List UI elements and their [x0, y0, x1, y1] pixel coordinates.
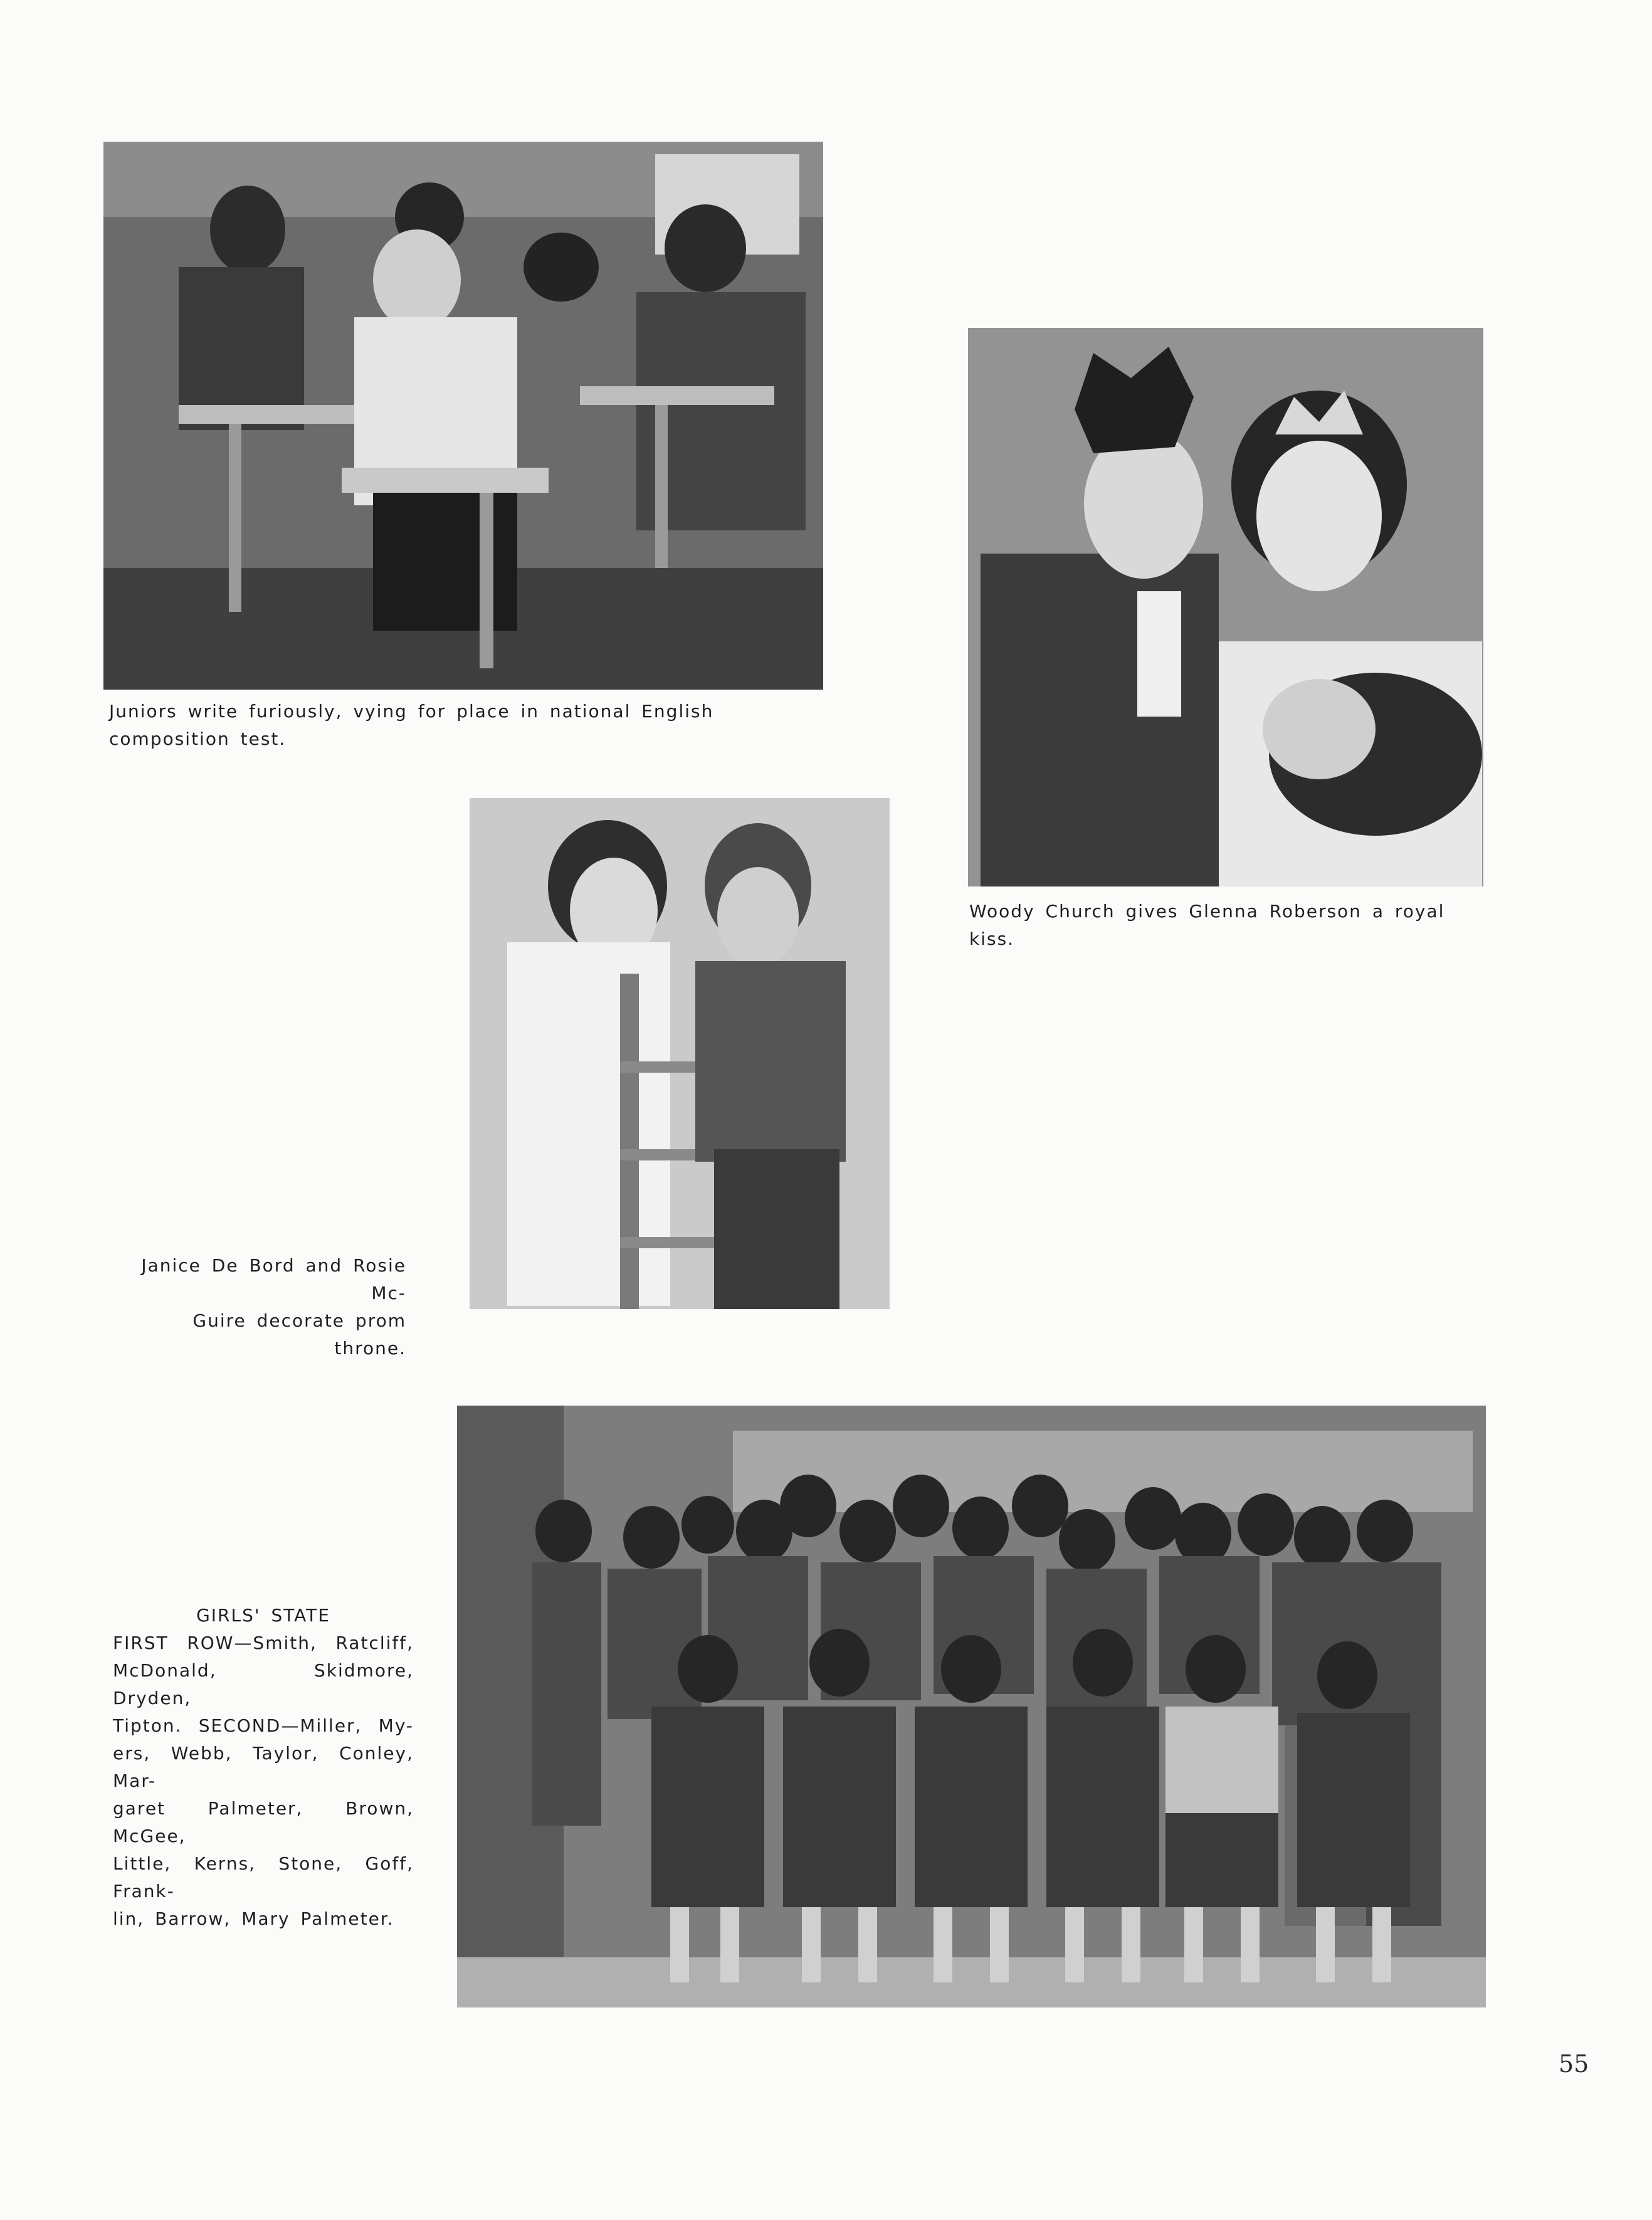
page-number: 55: [1559, 2050, 1589, 2078]
caption-line: ers, Webb, Taylor, Conley, Mar-: [113, 1743, 414, 1791]
juniors-test-caption: Juniors write furiously, vying for place in national English composition test.: [109, 701, 714, 749]
girls-state-caption: [113, 1602, 414, 1933]
royal-kiss-caption: Woody Church gives Glenna Roberson a royal kiss.: [969, 901, 1445, 949]
caption-line: FIRST ROW—Smith, Ratcliff,: [113, 1633, 414, 1653]
caption-line: garet Palmeter, Brown, McGee,: [113, 1798, 414, 1846]
caption-line: Little, Kerns, Stone, Goff, Frank-: [113, 1853, 414, 1902]
prom-throne-caption: [124, 1252, 406, 1362]
juniors-test-photo: [103, 142, 823, 690]
caption-title: GIRLS' STATE: [196, 1605, 330, 1626]
caption-line: McDonald, Skidmore, Dryden,: [113, 1660, 414, 1708]
caption-line: Janice De Bord and Rosie Mc-: [141, 1255, 406, 1303]
caption-line: Guire decorate prom throne.: [192, 1310, 406, 1359]
prom-throne-photo: [470, 798, 890, 1309]
royal-kiss-photo: [968, 328, 1483, 886]
caption-line: lin, Barrow, Mary Palmeter.: [113, 1908, 394, 1929]
caption-line: Tipton. SECOND—Miller, My-: [113, 1715, 414, 1736]
girls-state-photo: [457, 1406, 1486, 2007]
